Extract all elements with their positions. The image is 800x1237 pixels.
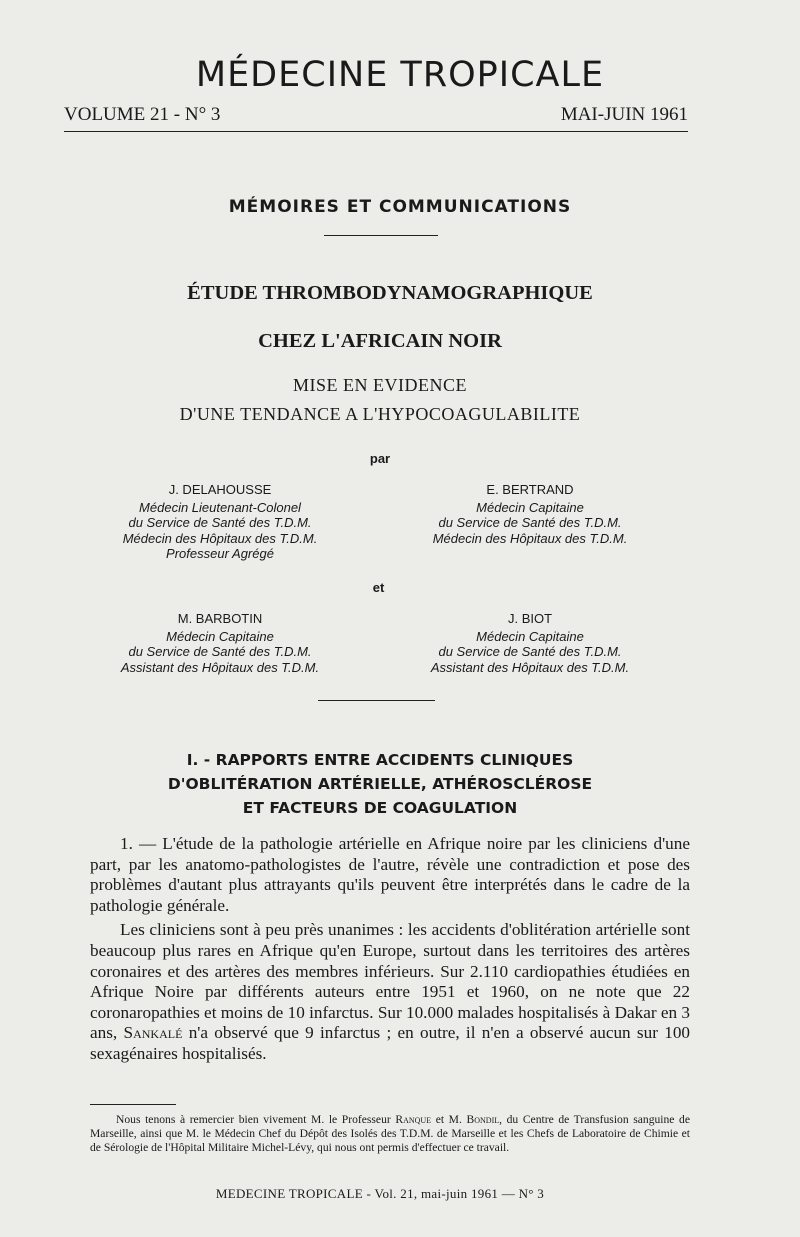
footnote-text: , du Centre de Transfusion sanguine de Marseille, ainsi que M. le Médecin Chef du Dépôt des Isolés des T.D.M. de Marseille et les Chefs de Laboratoire de Chimie et de Sérologie de l'Hôpital Militaire Michel-Lévy, qui nous ont permis d'effectuer ce travail. bbox=[90, 1113, 690, 1154]
author-block bbox=[375, 611, 685, 675]
author-block bbox=[375, 482, 685, 546]
author-name: J. DELAHOUSSE bbox=[168, 482, 272, 497]
author-role: Assistant des Hôpitaux des T.D.M. bbox=[120, 659, 320, 675]
paragraph bbox=[90, 920, 690, 1064]
chapter-heading-line-2: D'OBLITÉRATION ARTÉRIELLE, ATHÉROSCLÉROSE bbox=[167, 775, 593, 793]
author-block bbox=[60, 611, 380, 675]
article-subtitle-line-2: D'UNE TENDANCE A L'HYPOCOAGULABILITE bbox=[179, 404, 581, 424]
author-role: Médecin Capitaine bbox=[476, 628, 584, 644]
footnote bbox=[90, 1113, 690, 1155]
author-role: Médecin Capitaine bbox=[166, 628, 274, 644]
footnote-rule bbox=[90, 1104, 176, 1105]
author-rule bbox=[318, 700, 435, 701]
header-rule bbox=[64, 131, 688, 132]
author-role: du Service de Santé des T.D.M. bbox=[438, 515, 622, 530]
cited-author: Sankalé bbox=[123, 1023, 183, 1043]
by-label: par bbox=[369, 451, 391, 466]
author-name: J. BIOT bbox=[507, 611, 553, 626]
section-rule bbox=[324, 235, 438, 236]
cited-author: Bondil bbox=[466, 1113, 500, 1126]
article-title-line-1: ÉTUDE THROMBODYNAMOGRAPHIQUE bbox=[187, 282, 593, 304]
author-role: du Service de Santé des T.D.M. bbox=[128, 515, 312, 530]
body-text bbox=[90, 834, 690, 1065]
author-role: du Service de Santé des T.D.M. bbox=[128, 644, 312, 659]
author-role: Médecin des Hôpitaux des T.D.M. bbox=[122, 530, 318, 546]
journal-title: MÉDECINE TROPICALE bbox=[195, 55, 605, 95]
running-footer: MEDECINE TROPICALE - Vol. 21, mai-juin 1961 — N° 3 bbox=[215, 1186, 545, 1201]
and-label: et bbox=[372, 580, 385, 595]
paragraph-text: n'a observé que 9 infarctus ; en outre, il n'en a observé aucun sur 100 sexagénaires hospitalisés. bbox=[90, 1023, 691, 1063]
cited-author: Ranque bbox=[395, 1113, 432, 1126]
author-block bbox=[60, 482, 380, 562]
footnote-text: Nous tenons à remercier bien vivement M. le Professeur bbox=[116, 1113, 391, 1126]
author-name: E. BERTRAND bbox=[486, 482, 574, 497]
volume-number: VOLUME 21 - N° 3 bbox=[64, 104, 221, 125]
issue-date: MAI-JUIN 1961 bbox=[560, 104, 688, 125]
article-subtitle-line-1: MISE EN EVIDENCE bbox=[293, 375, 467, 395]
paragraph: 1. — L'étude de la pathologie artérielle en Afrique noire par les cliniciens d'une part, par les anatomo-pathologistes de l'autre, révèle une contradiction et pose des problèmes d'autant plus attrayants qu'ils peuvent être interprétés dans le cadre de la pathologie générale. bbox=[90, 834, 690, 915]
author-name: M. BARBOTIN bbox=[177, 611, 263, 626]
chapter-heading-line-3: ET FACTEURS DE COAGULATION bbox=[242, 799, 518, 817]
author-role: Médecin des Hôpitaux des T.D.M. bbox=[432, 530, 628, 546]
author-role: du Service de Santé des T.D.M. bbox=[438, 644, 622, 659]
author-role: Assistant des Hôpitaux des T.D.M. bbox=[430, 659, 630, 675]
author-role: Professeur Agrégé bbox=[166, 546, 274, 561]
footnote-text: et M. bbox=[435, 1113, 462, 1126]
article-title-line-2: CHEZ L'AFRICAIN NOIR bbox=[258, 330, 502, 352]
paragraph-text: Les cliniciens sont à peu près unanimes : les accidents d'oblitération artérielle sont beaucoup plus rares en Afrique qu'en Europe, surtout dans les territoires des artères coronaires et des artères des membres inférieurs. Sur 2.110 cardiopathies étudiées en Afrique Noire par différents auteurs entre 1951 et 1960, on ne note que 22 coronaropathies et moins de 10 infarctus. Sur 10.000 malades hospitalisés à Dakar en 3 ans, bbox=[90, 920, 690, 1043]
chapter-heading-line-1: I. - RAPPORTS ENTRE ACCIDENTS CLINIQUES bbox=[186, 751, 574, 769]
section-heading: MÉMOIRES ET COMMUNICATIONS bbox=[228, 197, 572, 217]
author-role: Médecin Capitaine bbox=[476, 499, 584, 515]
author-role: Médecin Lieutenant-Colonel bbox=[139, 499, 301, 515]
